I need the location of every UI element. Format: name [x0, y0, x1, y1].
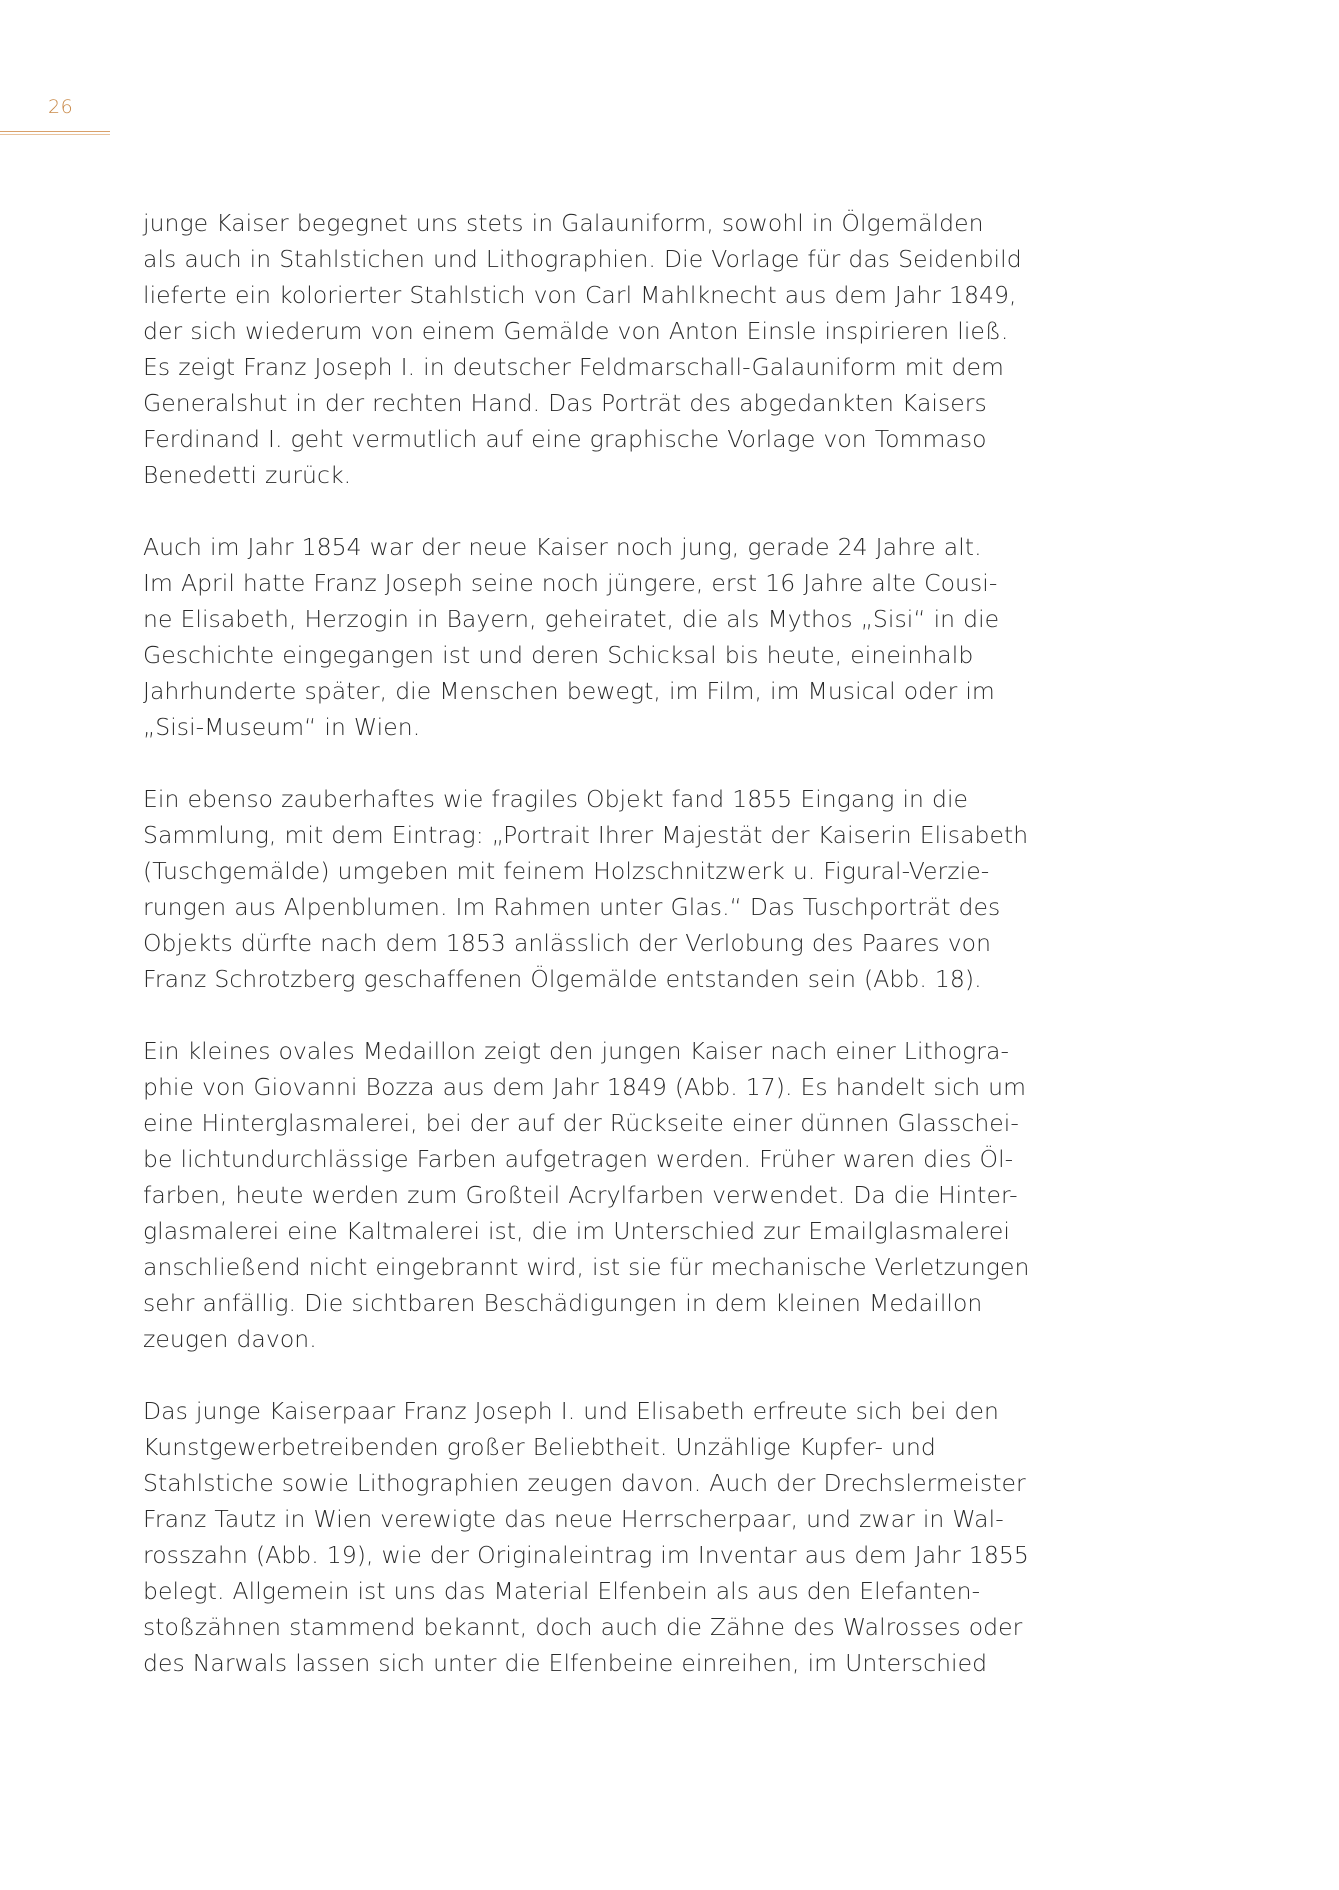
- paragraph-3: [143, 781, 1043, 997]
- text-line: rungen aus Alpenblumen. Im Rahmen unter Glas.“ Das Tuschporträt des: [143, 893, 1001, 921]
- text-line: rosszahn (Abb. 19), wie der Originaleintrag im Inventar aus dem Jahr 1855: [143, 1541, 1029, 1569]
- header-rule: [0, 131, 110, 132]
- text-line: phie von Giovanni Bozza aus dem Jahr 1849 (Abb. 17). Es handelt sich um: [143, 1073, 1027, 1101]
- paragraph-4: [143, 1033, 1043, 1357]
- text-line: als auch in Stahlstichen und Lithographien. Die Vorlage für das Seidenbild: [143, 245, 1022, 273]
- text-line: Sammlung, mit dem Eintrag: „Portrait Ihrer Majestät der Kaiserin Elisabeth: [143, 821, 1029, 849]
- paragraph-2: [143, 529, 1043, 745]
- page-number: 26: [48, 96, 74, 118]
- paragraph-5: [143, 1393, 1043, 1681]
- text-line: zeugen davon.: [143, 1325, 317, 1353]
- text-line: des Narwals lassen sich unter die Elfenbeine einreihen, im Unterschied: [143, 1649, 988, 1677]
- text-line: Auch im Jahr 1854 war der neue Kaiser noch jung, gerade 24 Jahre alt.: [143, 533, 982, 561]
- text-line: (Tuschgemälde) umgeben mit feinem Holzschnitzwerk u. Figural-Verzie-: [143, 857, 990, 885]
- text-line: junge Kaiser begegnet uns stets in Galauniform, sowohl in Ölgemälden: [143, 209, 984, 237]
- text-line: belegt. Allgemein ist uns das Material Elfenbein als aus den Elefanten-: [143, 1577, 981, 1605]
- text-line: der sich wiederum von einem Gemälde von Anton Einsle inspirieren ließ.: [143, 317, 1009, 345]
- text-line: Benedetti zurück.: [143, 461, 352, 489]
- paragraph-1: [143, 205, 1043, 493]
- text-line: anschließend nicht eingebrannt wird, ist sie für mechanische Verletzungen: [143, 1253, 1030, 1281]
- text-line: Es zeigt Franz Joseph I. in deutscher Feldmarschall-Galauniform mit dem: [143, 353, 1004, 381]
- text-line: Jahrhunderte später, die Menschen bewegt, im Film, im Musical oder im: [143, 677, 995, 705]
- text-line: eine Hinterglasmalerei, bei der auf der Rückseite einer dünnen Glasschei-: [143, 1109, 1019, 1137]
- text-line: Das junge Kaiserpaar Franz Joseph I. und Elisabeth erfreute sich bei den: [143, 1397, 999, 1425]
- header-rule-secondary: [0, 134, 110, 135]
- text-line: Franz Schrotzberg geschaffenen Ölgemälde entstanden sein (Abb. 18).: [143, 965, 982, 993]
- text-line: Objekts dürfte nach dem 1853 anlässlich der Verlobung des Paares von: [143, 929, 992, 957]
- text-line: Generalshut in der rechten Hand. Das Porträt des abgedankten Kaisers: [143, 389, 987, 417]
- body-text: [143, 205, 1043, 1717]
- text-line: Ein kleines ovales Medaillon zeigt den jungen Kaiser nach einer Lithogra-: [143, 1037, 1009, 1065]
- text-line: Stahlstiche sowie Lithographien zeugen davon. Auch der Drechslermeister: [143, 1469, 1026, 1497]
- text-line: ne Elisabeth, Herzogin in Bayern, geheiratet, die als Mythos „Sisi“ in die: [143, 605, 1000, 633]
- text-line: Ein ebenso zauberhaftes wie fragiles Objekt fand 1855 Eingang in die: [143, 785, 969, 813]
- text-line: „Sisi-Museum“ in Wien.: [143, 713, 421, 741]
- text-line: be lichtundurchlässige Farben aufgetragen werden. Früher waren dies Öl-: [143, 1145, 1014, 1173]
- text-line: farben, heute werden zum Großteil Acrylfarben verwendet. Da die Hinter-: [143, 1181, 1018, 1209]
- text-line: stoßzähnen stammend bekannt, doch auch die Zähne des Walrosses oder: [143, 1613, 1023, 1641]
- text-line: Im April hatte Franz Joseph seine noch jüngere, erst 16 Jahre alte Cousi-: [143, 569, 998, 597]
- text-line: Franz Tautz in Wien verewigte das neue Herrscherpaar, und zwar in Wal-: [143, 1505, 1004, 1533]
- text-line: sehr anfällig. Die sichtbaren Beschädigungen in dem kleinen Medaillon: [143, 1289, 983, 1317]
- text-line: Geschichte eingegangen ist und deren Schicksal bis heute, eineinhalb: [143, 641, 974, 669]
- text-line: glasmalerei eine Kaltmalerei ist, die im Unterschied zur Emailglasmalerei: [143, 1217, 1010, 1245]
- text-line: lieferte ein kolorierter Stahlstich von Carl Mahlknecht aus dem Jahr 1849,: [143, 281, 1017, 309]
- text-line: Ferdinand I. geht vermutlich auf eine graphische Vorlage von Tommaso: [143, 425, 987, 453]
- text-line: Kunstgewerbetreibenden großer Beliebtheit. Unzählige Kupfer- und: [143, 1433, 936, 1461]
